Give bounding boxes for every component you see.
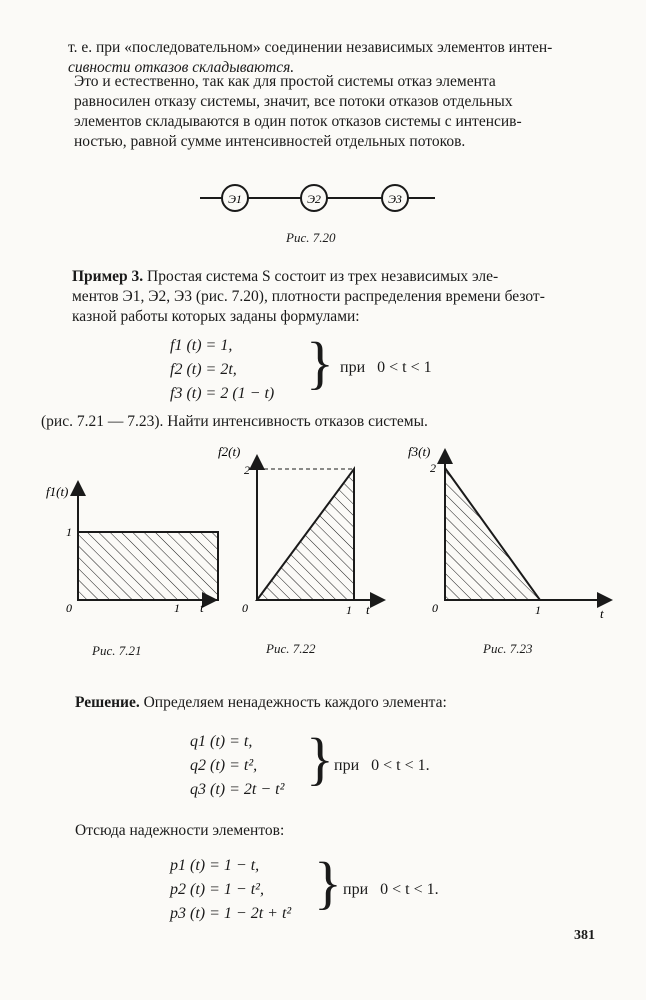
- density-f2: f2 (t) = 2t,: [170, 361, 237, 378]
- reliability-p2: p2 (t) = 1 − t²,: [170, 881, 264, 898]
- graph-f1-tick-y: 1: [66, 525, 72, 539]
- reliability-p3: p3 (t) = 1 − 2t + t²: [170, 905, 292, 922]
- figure-7-21-caption: Рис. 7.21: [92, 643, 142, 658]
- graph-f2-origin: 0: [242, 601, 248, 615]
- example-line-2: ментов Э1, Э2, Э3 (рис. 7.20), плотности распределения времени безот-: [72, 288, 545, 305]
- solution-line: [75, 693, 447, 713]
- graph-f3-tick-y: 2: [430, 461, 436, 475]
- graph-f3-xlabel: t: [600, 606, 604, 621]
- reliability-p1: p1 (t) = 1 − t,: [170, 857, 260, 874]
- element-2-label: Э2: [307, 192, 321, 206]
- graph-f3-origin: 0: [432, 601, 438, 615]
- reliability-brace: }: [314, 850, 342, 915]
- graph-f3-tick-x: 1: [535, 603, 541, 617]
- unreliability-q3: q3 (t) = 2t − t²: [190, 781, 285, 798]
- paragraph-2-line-1: Это и естественно, так как для простой системы отказ элемента: [74, 73, 496, 90]
- graph-f2-tick-y: 2: [244, 463, 250, 477]
- paragraph-1-text-2: сивности отказов складываются.: [68, 59, 295, 76]
- solution-text: Определяем ненадежность каждого элемента:: [143, 694, 447, 711]
- example-line-3: казной работы которых заданы формулами:: [72, 308, 360, 325]
- paragraph-2-line-4: ностью, равной сумме интенсивностей отдельных потоков.: [74, 133, 466, 150]
- figure-7-20-caption: Рис. 7.20: [286, 230, 336, 245]
- paragraph-1-text-1: т. е. при «последовательном» соединении независимых элементов интен-: [68, 39, 553, 56]
- unreliability-q1: q1 (t) = t,: [190, 733, 253, 750]
- figure-7-23-caption: Рис. 7.23: [483, 641, 533, 656]
- graph-f2-ylabel: f2(t): [218, 444, 241, 459]
- unreliability-condition: при 0 < t < 1.: [334, 757, 430, 774]
- graph-f3: [408, 444, 605, 621]
- element-3-label: Э3: [388, 192, 402, 206]
- graph-f1-tick-x: 1: [174, 601, 180, 615]
- graph-f2-tick-x: 1: [346, 603, 352, 617]
- paragraph-2-line-2: равносилен отказу системы, значит, все потоки отказов отдельных: [74, 93, 513, 110]
- paragraph-2-line-3: элементов складываются в один поток отказов системы с интенсив-: [74, 113, 522, 130]
- graph-f1-xlabel: t: [200, 600, 204, 615]
- unreliability-q2: q2 (t) = t²,: [190, 757, 258, 774]
- graph-f2-xlabel: t: [366, 602, 370, 617]
- solution-label: Решение.: [75, 694, 140, 711]
- paragraph-1-line-1: [68, 38, 552, 58]
- graph-f3-area: [445, 468, 540, 600]
- series-diagram: [195, 178, 445, 222]
- density-f1: f1 (t) = 1,: [170, 337, 233, 354]
- graph-f1: [46, 484, 218, 615]
- density-f3: f3 (t) = 2 (1 − t): [170, 385, 275, 402]
- graph-f1-origin: 0: [66, 601, 72, 615]
- density-graphs: [40, 440, 620, 665]
- example-text-1: Простая система S состоит из трех независимых эле-: [147, 268, 499, 285]
- example-line-1: [72, 267, 498, 287]
- graph-f3-ylabel: f3(t): [408, 444, 431, 459]
- graph-f1-ylabel: f1(t): [46, 484, 69, 499]
- density-condition: при 0 < t < 1: [340, 359, 432, 376]
- element-1-label: Э1: [228, 192, 242, 206]
- task-line: (рис. 7.21 — 7.23). Найти интенсивность отказов системы.: [41, 413, 428, 430]
- density-brace: }: [306, 330, 334, 395]
- unreliability-brace: }: [306, 726, 334, 791]
- graph-f2: [218, 444, 378, 617]
- reliability-condition: при 0 < t < 1.: [343, 881, 439, 898]
- reliability-intro: Отсюда надежности элементов:: [75, 822, 285, 839]
- page-number: 381: [574, 928, 595, 943]
- graph-f1-area: [78, 532, 218, 600]
- example-label: Пример 3.: [72, 268, 144, 285]
- figure-7-22-caption: Рис. 7.22: [266, 641, 316, 656]
- graph-f2-area: [257, 469, 354, 600]
